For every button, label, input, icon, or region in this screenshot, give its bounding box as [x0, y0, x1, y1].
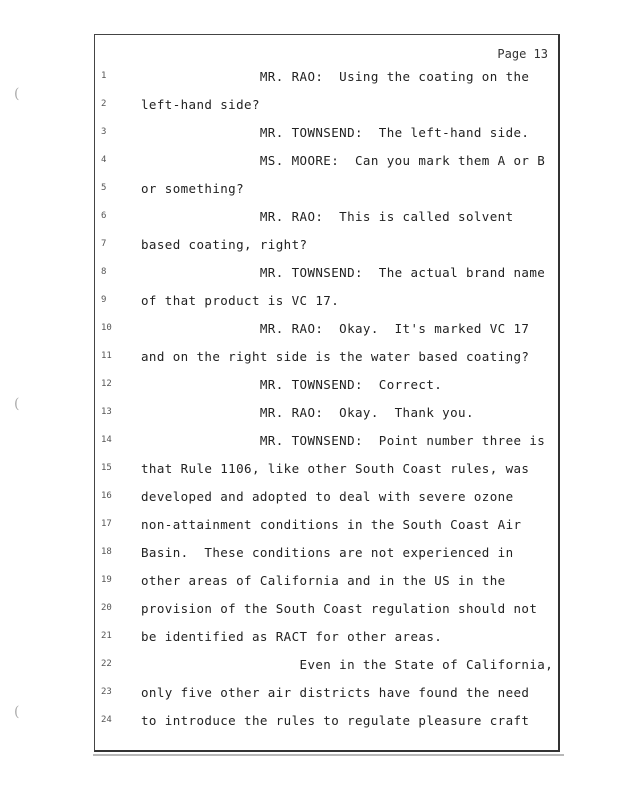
page-number: Page 13 — [497, 47, 548, 61]
transcript-line — [95, 403, 558, 423]
line-text: non-attainment conditions in the South Coast Air — [141, 517, 522, 532]
transcript-line — [95, 543, 558, 563]
line-number: 3 — [101, 127, 107, 137]
line-text: provision of the South Coast regulation should not — [141, 601, 538, 616]
line-number: 11 — [101, 351, 112, 361]
transcript-line — [95, 95, 558, 115]
transcript-page — [94, 34, 560, 752]
line-number: 10 — [101, 323, 112, 333]
line-number: 13 — [101, 407, 112, 417]
line-text: and on the right side is the water based coating? — [141, 349, 530, 364]
line-text: based coating, right? — [141, 237, 308, 252]
line-number: 4 — [101, 155, 107, 165]
transcript-line — [95, 235, 558, 255]
line-text: MR. RAO: Okay. Thank you. — [141, 405, 474, 420]
line-number: 18 — [101, 547, 112, 557]
line-number: 12 — [101, 379, 112, 389]
line-text: Basin. These conditions are not experienced in — [141, 545, 514, 560]
line-number: 19 — [101, 575, 112, 585]
transcript-line — [95, 515, 558, 535]
transcript-line — [95, 431, 558, 451]
transcript-line — [95, 487, 558, 507]
transcript-line — [95, 627, 558, 647]
line-text: MS. MOORE: Can you mark them A or B — [141, 153, 546, 168]
line-text: MR. TOWNSEND: The left-hand side. — [141, 125, 530, 140]
line-number: 9 — [101, 295, 107, 305]
transcript-line — [95, 459, 558, 479]
line-number: 2 — [101, 99, 107, 109]
line-number: 20 — [101, 603, 112, 613]
transcript-line — [95, 655, 558, 675]
line-text: Even in the State of California, — [141, 657, 554, 672]
line-text: to introduce the rules to regulate pleasure craft — [141, 713, 530, 728]
transcript-line — [95, 319, 558, 339]
transcript-line — [95, 263, 558, 283]
transcript-line — [95, 599, 558, 619]
line-text: of that product is VC 17. — [141, 293, 340, 308]
line-number: 23 — [101, 687, 112, 697]
transcript-line — [95, 207, 558, 227]
transcript-line — [95, 375, 558, 395]
line-text: left-hand side? — [141, 97, 260, 112]
hole-punch-mark: ( — [14, 86, 20, 102]
transcript-line — [95, 347, 558, 367]
line-text: MR. RAO: Using the coating on the — [141, 69, 530, 84]
line-number: 15 — [101, 463, 112, 473]
line-number: 6 — [101, 211, 107, 221]
line-text: other areas of California and in the US in the — [141, 573, 506, 588]
line-text: MR. RAO: Okay. It's marked VC 17 — [141, 321, 530, 336]
line-number: 24 — [101, 715, 112, 725]
line-number: 8 — [101, 267, 107, 277]
transcript-line — [95, 571, 558, 591]
line-number: 17 — [101, 519, 112, 529]
transcript-line — [95, 711, 558, 731]
transcript-line — [95, 683, 558, 703]
transcript-line — [95, 123, 558, 143]
line-text: be identified as RACT for other areas. — [141, 629, 443, 644]
line-text: MR. RAO: This is called solvent — [141, 209, 514, 224]
transcript-line — [95, 179, 558, 199]
line-text: MR. TOWNSEND: Point number three is — [141, 433, 546, 448]
transcript-line — [95, 291, 558, 311]
line-number: 5 — [101, 183, 107, 193]
line-number: 7 — [101, 239, 107, 249]
line-number: 16 — [101, 491, 112, 501]
hole-punch-mark: ( — [14, 396, 20, 412]
hole-punch-mark: ( — [14, 704, 20, 720]
line-text: or something? — [141, 181, 245, 196]
transcript-line — [95, 151, 558, 171]
line-number: 1 — [101, 71, 107, 81]
line-text: developed and adopted to deal with severe ozone — [141, 489, 514, 504]
transcript-line — [95, 67, 558, 87]
line-text: MR. TOWNSEND: The actual brand name — [141, 265, 546, 280]
line-number: 22 — [101, 659, 112, 669]
line-text: that Rule 1106, like other South Coast rules, was — [141, 461, 530, 476]
line-number: 21 — [101, 631, 112, 641]
line-text: MR. TOWNSEND: Correct. — [141, 377, 443, 392]
line-number: 14 — [101, 435, 112, 445]
line-text: only five other air districts have found the need — [141, 685, 530, 700]
